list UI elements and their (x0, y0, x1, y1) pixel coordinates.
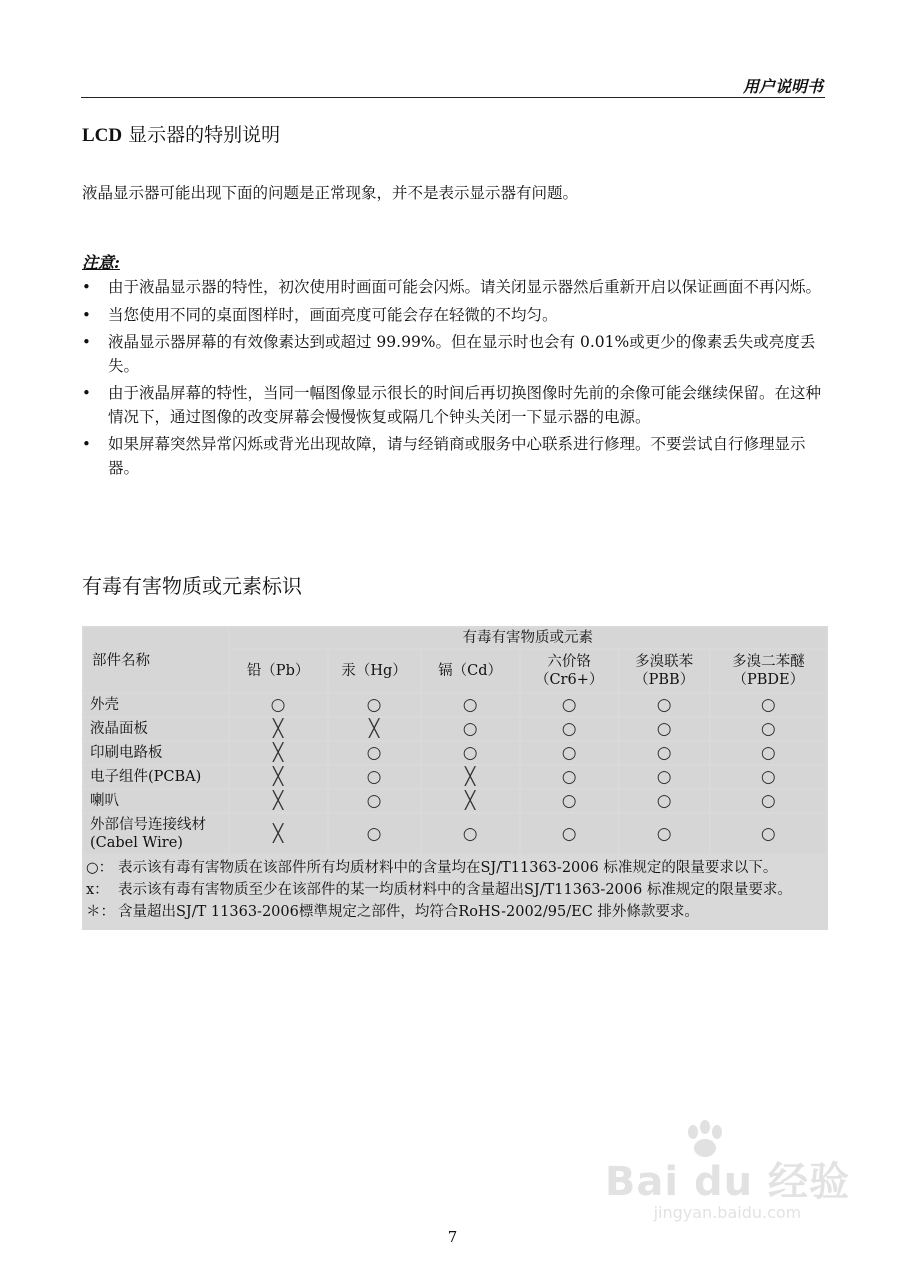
list-item (82, 304, 827, 328)
table-row (84, 766, 826, 788)
status-symbol: ○ (760, 742, 776, 763)
table-row (84, 814, 826, 854)
part-name: 喇叭 (84, 790, 228, 812)
status-symbol: ○ (462, 718, 478, 739)
intro-paragraph: 液晶显示器可能出现下面的问题是正常现象，并不是表示显示器有问题。 (82, 184, 579, 202)
status-symbol: ╳ (368, 718, 380, 739)
document-header-title: 用户说明书 (742, 77, 823, 96)
status-symbol: ○ (561, 742, 577, 763)
list-item (82, 382, 827, 429)
status-symbol: ○ (760, 718, 776, 739)
bullet-icon: • (82, 384, 91, 402)
status-symbol: ○ (760, 823, 776, 844)
legend-mark: x： (86, 882, 109, 898)
part-name: 液晶面板 (84, 718, 228, 740)
watermark-brand: Bai du 经验 (604, 1159, 850, 1205)
legend-text: 表示该有毒有害物质在该部件所有均质材料中的含量均在SJ/T11363-2006 标准规定的限量要求以下。 (118, 860, 778, 876)
status-symbol: ○ (366, 742, 382, 763)
status-symbol: ○ (366, 766, 382, 787)
status-symbol: ╳ (464, 790, 476, 811)
part-name: 外壳 (84, 694, 228, 716)
notes-list (82, 276, 827, 484)
table-row (84, 742, 826, 764)
legend-item (84, 880, 824, 900)
status-symbol: ○ (561, 790, 577, 811)
table-row (84, 790, 826, 812)
status-symbol: ○ (760, 790, 776, 811)
list-item (82, 331, 827, 378)
column-header: 汞（Hg） (329, 650, 420, 692)
status-symbol: ○ (270, 694, 286, 715)
bullet-icon: • (82, 333, 91, 351)
legend-mark: ＊： (86, 904, 115, 920)
table-legend (82, 856, 828, 930)
legend-mark: ○： (86, 860, 114, 876)
column-header: 六价铬 （Cr6+） (521, 650, 618, 692)
section-title-hazardous: 有毒有害物质或元素标识 (82, 574, 302, 598)
paw-icon (683, 1120, 727, 1160)
status-symbol: ╳ (464, 766, 476, 787)
legend-item (84, 858, 824, 878)
note-text: 当您使用不同的桌面图样时，画面亮度可能会存在轻微的不均匀。 (108, 305, 558, 324)
section-title-latin: LCD (82, 125, 123, 146)
list-item (82, 276, 827, 300)
status-symbol: ╳ (272, 742, 284, 763)
column-header: 铅（Pb） (230, 650, 327, 692)
note-label: 注意: (82, 253, 120, 272)
column-header: 镉（Cd） (422, 650, 519, 692)
status-symbol: ○ (561, 718, 577, 739)
status-symbol: ○ (462, 823, 478, 844)
column-header: 多溴二苯醚 （PBDE） (711, 650, 826, 692)
list-item (82, 433, 827, 480)
status-symbol: ○ (656, 766, 672, 787)
status-symbol: ○ (656, 790, 672, 811)
table-row (84, 718, 826, 740)
note-text: 如果屏幕突然异常闪烁或背光出现故障，请与经销商或服务中心联系进行修理。不要尝试自行修理显示器。 (108, 435, 806, 477)
status-symbol: ╳ (272, 766, 284, 787)
status-symbol: ○ (366, 694, 382, 715)
bullet-icon: • (82, 435, 91, 453)
status-symbol: ○ (561, 766, 577, 787)
part-name: 电子组件(PCBA) (84, 766, 228, 788)
status-symbol: ○ (760, 694, 776, 715)
substances-table (82, 626, 828, 856)
status-symbol: ○ (656, 718, 672, 739)
status-symbol: ╳ (272, 790, 284, 811)
status-symbol: ○ (656, 742, 672, 763)
part-name: 印刷电路板 (84, 742, 228, 764)
status-symbol: ○ (561, 823, 577, 844)
status-symbol: ○ (561, 694, 577, 715)
substance-group-header: 有毒有害物质或元素 (230, 628, 826, 648)
part-name-header: 部件名称 (84, 628, 228, 692)
header-rule (81, 97, 825, 98)
note-text: 由于液晶屏幕的特性，当同一幅图像显示很长的时间后再切换图像时先前的余像可能会继续保留。在这种情况下，通过图像的改变屏幕会慢慢恢复或隔几个钟头关闭一下显示器的电源。 (108, 384, 822, 426)
hazardous-substances-table (82, 626, 828, 930)
legend-item (84, 902, 824, 922)
legend-text: 表示该有毒有害物质至少在该部件的某一均质材料中的含量超出SJ/T11363-2006 标准规定的限量要求。 (118, 882, 792, 898)
status-symbol: ○ (462, 742, 478, 763)
section-title-lcd (82, 120, 280, 147)
legend-text: 含量超出SJ/T 11363-2006標準規定之部件，均符合RoHS-2002/95/EC 排外條款要求。 (118, 904, 699, 920)
bullet-icon: • (82, 278, 91, 296)
note-text: 液晶显示器屏幕的有效像素达到或超过 99.99%。但在显示时也会有 0.01%或更少的像素丢失或亮度丢失。 (108, 333, 816, 375)
status-symbol: ○ (366, 823, 382, 844)
status-symbol: ○ (656, 823, 672, 844)
note-text: 由于液晶显示器的特性，初次使用时画面可能会闪烁。请关闭显示器然后重新开启以保证画面不再闪烁。 (108, 278, 822, 296)
bullet-icon: • (82, 305, 91, 324)
status-symbol: ○ (656, 694, 672, 715)
status-symbol: ╳ (272, 823, 284, 844)
baidu-watermark (605, 1150, 850, 1222)
table-row (84, 694, 826, 716)
status-symbol: ○ (462, 694, 478, 715)
status-symbol: ○ (366, 790, 382, 811)
status-symbol: ○ (760, 766, 776, 787)
section-title-rest: 显示器的特别说明 (122, 124, 281, 146)
watermark-url: jingyan.baidu.com (653, 1203, 802, 1222)
status-symbol: ╳ (272, 718, 284, 739)
page-number: 7 (447, 1228, 458, 1246)
column-header: 多溴联苯 （PBB） (620, 650, 709, 692)
part-name: 外部信号连接线材 (Cabel Wire) (84, 814, 228, 854)
